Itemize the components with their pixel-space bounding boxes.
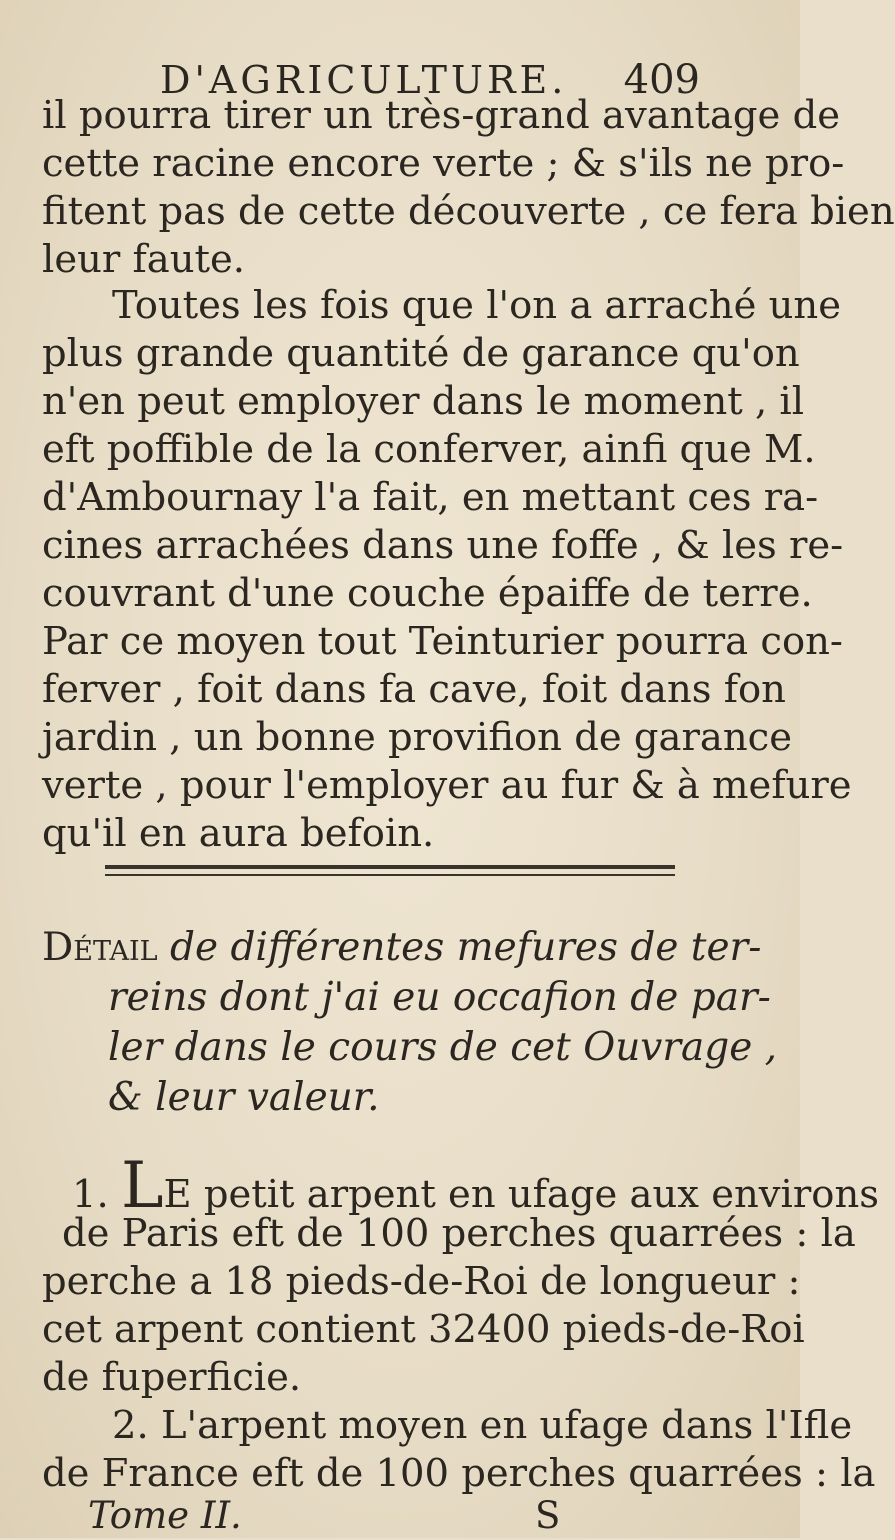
text-line: cet arpent contient 32400 pieds-de-Roi <box>42 1307 805 1352</box>
text-line: cines arrachées dans une foffe , & les re- <box>42 523 844 568</box>
section-divider <box>105 865 675 876</box>
item-number: 1. <box>72 1172 109 1217</box>
text-line: Toutes les fois que l'on a arraché une <box>112 283 841 328</box>
item-text: E petit arpent en ufage aux environs <box>163 1172 880 1217</box>
text-line: de France eft de 100 perches quarrées : la <box>42 1451 876 1496</box>
section-title-line: & leur valeur. <box>108 1075 380 1120</box>
text-line: ferver , foit dans fa cave, foit dans fon <box>42 667 786 712</box>
text-line: jardin , un bonne provifion de garance <box>42 715 792 760</box>
text-line: leur faute. <box>42 237 246 282</box>
volume-marker: Tome II. <box>88 1494 242 1537</box>
section-title-line: ler dans le cours de cet Ouvrage , <box>108 1025 778 1070</box>
text-line: plus grande quantité de garance qu'on <box>42 331 800 376</box>
text-line: de Paris eft de 100 perches quarrées : la <box>62 1211 856 1256</box>
text-line: qu'il en aura befoin. <box>42 811 435 856</box>
text-line: n'en peut employer dans le moment , il <box>42 379 805 424</box>
section-title-lead: Détail <box>42 925 158 970</box>
text-line: verte , pour l'employer au fur & à mefure <box>42 763 852 808</box>
page-number: 409 <box>623 57 700 103</box>
text-line: d'Ambournay l'a fait, en mettant ces ra- <box>42 475 819 520</box>
text-line: perche a 18 pieds-de-Roi de longueur : <box>42 1259 801 1304</box>
text-line: cette racine encore verte ; & s'ils ne pro- <box>42 141 845 186</box>
text-line: de fuperficie. <box>42 1355 302 1400</box>
text-line: couvrant d'une couche épaiffe de terre. <box>42 571 813 616</box>
text-line: 2. L'arpent moyen en ufage dans l'Ifle <box>112 1403 853 1448</box>
signature-mark: S <box>535 1494 561 1537</box>
text-line: fitent pas de cette découverte , ce fera bien <box>42 189 895 234</box>
running-head: D'AGRICULTURE. <box>160 58 568 102</box>
section-title <box>42 924 761 972</box>
text-line: Par ce moyen tout Teinturier pourra con- <box>42 619 843 664</box>
section-title-text: de différentes mefures de ter- <box>170 925 762 970</box>
text-line: il pourra tirer un très-grand avantage de <box>42 93 841 138</box>
text-line: eft poffible de la conferver, ainfi que M. <box>42 427 816 472</box>
drop-cap: L <box>120 1149 164 1223</box>
section-title-line: reins dont j'ai eu occafion de par- <box>108 975 771 1020</box>
